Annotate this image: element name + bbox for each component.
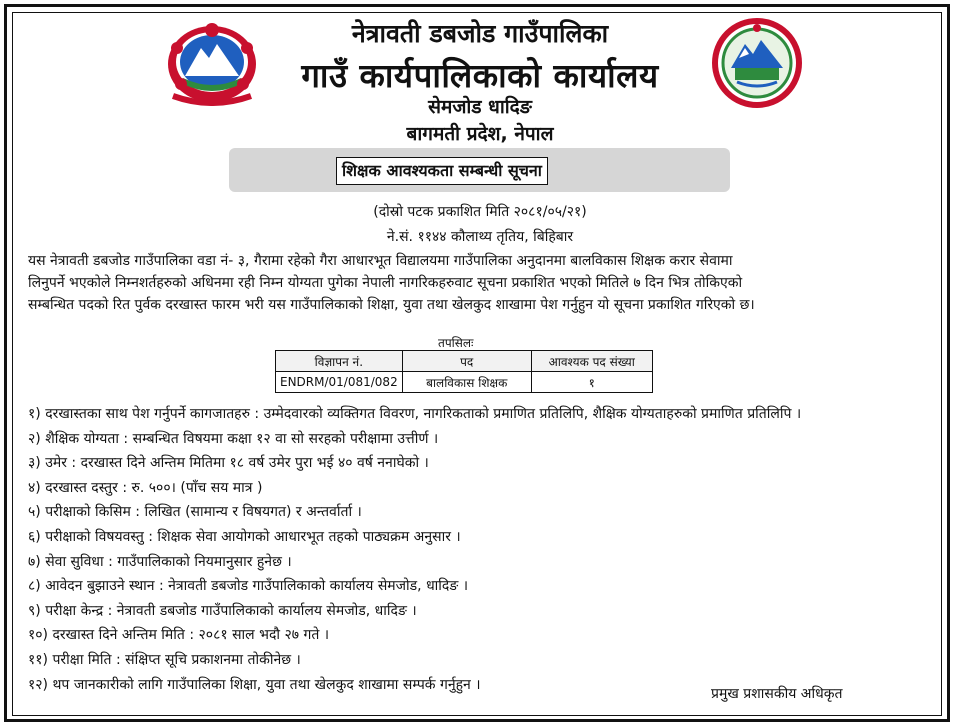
list-item: ११) परीक्षा मिति : संक्षिप्त सूचि प्रकाशनमा तोकीनेछ । [28, 651, 301, 668]
header-advertisement-no: विज्ञापन नं. [276, 351, 403, 372]
cell-advertisement-no: ENDRM/01/081/082 [276, 372, 403, 393]
intro-paragraph [28, 250, 930, 316]
province-country: बागमती प्रदेश, नेपाल [406, 123, 554, 145]
list-item: १०) दरखास्त दिने अन्तिम मिति : २०८१ साल भदौ २७ गते । [28, 627, 330, 644]
nepal-sambat-date: ने.सं. ११४४ कौलाथ्य तृतिय, बिहिबार [386, 229, 574, 245]
list-item: १२) थप जानकारीको लागि गाउँपालिका शिक्षा, युवा तथा खेलकुद शाखामा सम्पर्क गर्नुहुन । [28, 676, 481, 693]
office-location: सेमजोड धादिङ [428, 96, 532, 118]
list-item: ८) आवेदन बुझाउने स्थान : नेत्रावती डबजोड गाउँपालिकाको कार्यालय सेमजोड, धादिङ । [28, 578, 469, 595]
header-required-count: आवश्यक पद संख्या [531, 351, 652, 372]
header-position: पद [402, 351, 531, 372]
office-name: गाउँ कार्यपालिकाको कार्यालय [301, 56, 659, 95]
list-item: ३) उमेर : दरखास्त दिने अन्तिम मितिमा १८ वर्ष उमेर पुरा भई ४० वर्ष ननाघेको । [28, 455, 429, 472]
list-item: ५) परीक्षाको किसिम : लिखित (सामान्य र विषयगत) र अन्तर्वार्ता । [28, 504, 362, 521]
publication-date: (दोस्रो पटक प्रकाशित मिति २०८१/०५/२१) [373, 204, 587, 220]
table-row [276, 372, 653, 393]
municipality-name: नेत्रावती डबजोड गाउँपालिका [351, 19, 609, 48]
intro-line: सम्बन्धित पदको रित पुर्वक दरखास्त फारम भरी यस गाउँपालिकाको शिक्षा, युवा तथा खेलकुद शाखामा पेश गर्नुहुन यो सूचना प्रकाशित गरिएको छ। [28, 297, 755, 313]
cell-position: बालविकास शिक्षक [402, 372, 531, 393]
table-header-row [276, 351, 653, 372]
list-item: ७) सेवा सुविधा : गाउँपालिकाको नियमानुसार हुनेछ । [28, 553, 292, 570]
vacancy-table [275, 350, 653, 393]
list-item: ६) परीक्षाको विषयवस्तु : शिक्षक सेवा आयोगको आधारभूत तहको पाठ्यक्रम अनुसार । [28, 528, 461, 545]
list-item: २) शैक्षिक योग्यता : सम्बन्धित विषयमा कक्षा १२ वा सो सरहको परीक्षामा उत्तीर्ण । [28, 430, 439, 447]
list-item: १) दरखास्तका साथ पेश गर्नुपर्ने कागजातहरु : उम्मेदवारको व्यक्तिगत विवरण, नागरिकताको प्रमाणित प्रतिलिपि, शैक्षिक योग्यताहरुको प्रमाणित प्रतिलिपि । [28, 406, 802, 422]
conditions-list [28, 402, 938, 697]
cell-required-count: १ [531, 372, 652, 393]
notice-title: शिक्षक आवश्यकता सम्बन्धी सूचना [336, 157, 548, 185]
table-caption: तपसिलः [438, 336, 474, 350]
list-item: ४) दरखास्त दस्तुर : रु. ५००। (पाँच सय मात्र ) [28, 479, 263, 496]
intro-line: लिनुपर्ने भएकोले निम्नशर्तहरुको अधिनमा रही निम्न योग्यता पुगेका नेपाली नागरिकहरुवाट सूचना प्रकाशित भएको मितिले ७ दिन भित्र तोकिएको [28, 275, 743, 291]
list-item: ९) परीक्षा केन्द्र : नेत्रावती डबजोड गाउँपालिकाको कार्यालय सेमजोड, धादिङ । [28, 602, 417, 619]
intro-line: यस नेत्रावती डबजोड गाउँपालिका वडा नं- ३, गैरामा रहेको गैरा आधारभूत विद्यालयमा गाउँपालिका अनुदानमा बालविकास शिक्षक करार सेवामा [28, 253, 733, 269]
signatory-title: प्रमुख प्रशासकीय अधिकृत [711, 686, 843, 702]
